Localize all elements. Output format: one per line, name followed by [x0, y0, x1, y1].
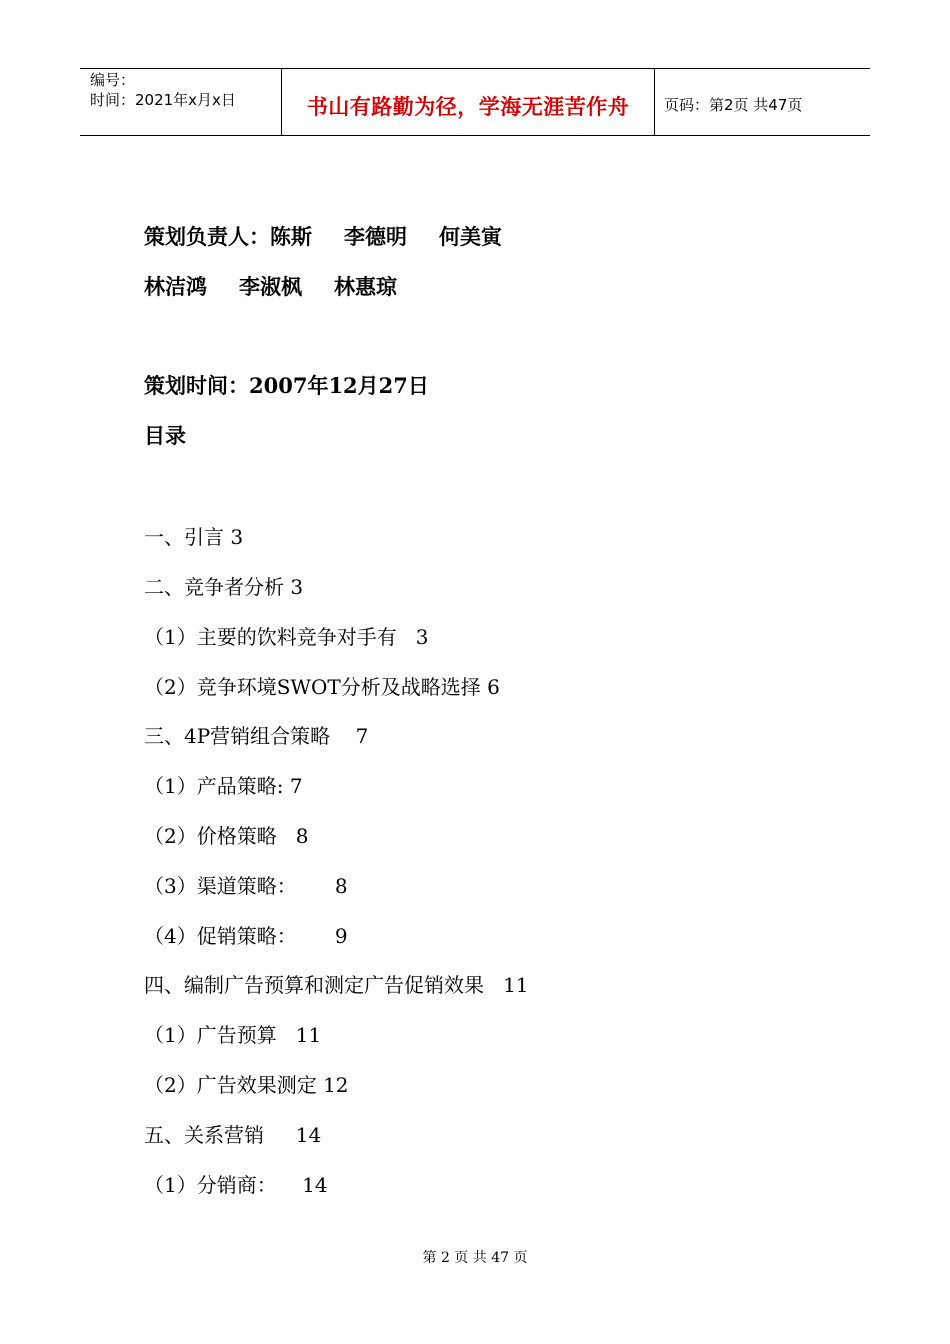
planner-name: 林洁鸿 — [144, 274, 207, 299]
planner-name: 林惠琼 — [334, 274, 397, 299]
toc-item: （1）广告预算 11 — [144, 1023, 322, 1047]
toc-item: 五、关系营销 14 — [144, 1123, 322, 1147]
toc-item: 一、引言 3 — [144, 525, 244, 549]
planners-row-1 — [144, 221, 502, 251]
toc-item: （2）竞争环境SWOT分析及战略选择 6 — [144, 675, 500, 699]
page-info: 页码：第2页 共47页 — [664, 96, 803, 114]
planners-row-2 — [144, 271, 397, 301]
toc-item: （2）广告效果测定 12 — [144, 1073, 349, 1097]
number-label: 编号： — [90, 71, 136, 89]
planner-name: 何美寅 — [439, 224, 502, 249]
toc-item: （3）渠道策略： 8 — [144, 874, 348, 898]
planner-lead-label: 策划负责人： — [144, 224, 270, 249]
planner-name: 李淑枫 — [239, 274, 302, 299]
toc-item: 三、4P营销组合策略 7 — [144, 724, 369, 748]
plan-time: 策划时间：2007年12月27日 — [144, 373, 429, 398]
document-header — [80, 68, 870, 136]
toc-title: 目录 — [144, 423, 186, 448]
toc-item: （1）主要的饮料竞争对手有 3 — [144, 625, 429, 649]
header-page-cell — [655, 69, 870, 135]
time-label: 时间：2021年x月x日 — [90, 91, 236, 109]
motto: 书山有路勤为径，学海无涯苦作舟 — [306, 95, 630, 119]
header-meta-cell — [80, 69, 281, 135]
toc-item: 四、编制广告预算和测定广告促销效果 11 — [144, 973, 529, 997]
toc-item: （4）促销策略： 9 — [144, 924, 348, 948]
toc-item: （1）产品策略: 7 — [144, 774, 303, 798]
planner-name: 李德明 — [344, 224, 407, 249]
toc-item: 二、竞争者分析 3 — [144, 575, 304, 599]
header-motto-cell — [281, 69, 655, 135]
toc-item: （2）价格策略 8 — [144, 824, 309, 848]
planner-name: 陈斯 — [270, 224, 312, 249]
page-footer: 第 2 页 共 47 页 — [422, 1250, 528, 1266]
toc-item: （1）分销商： 14 — [144, 1173, 328, 1197]
